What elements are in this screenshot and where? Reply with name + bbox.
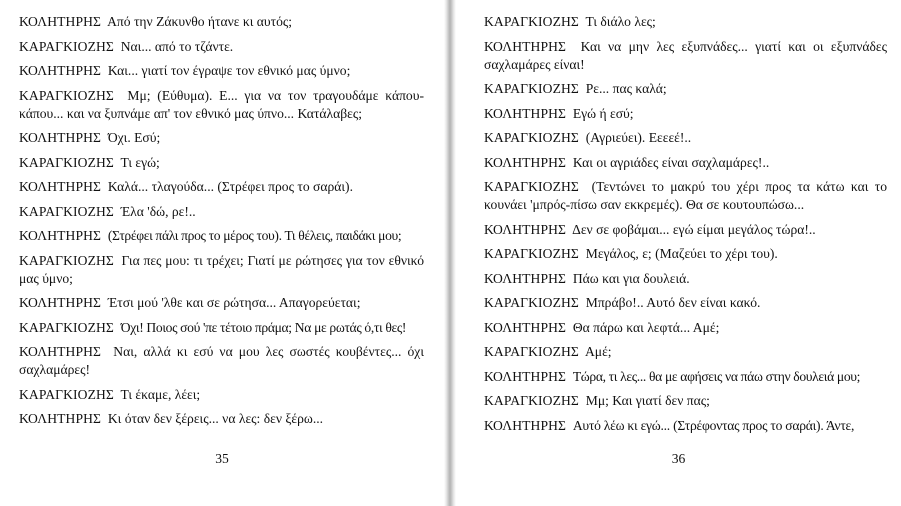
- speech-text: Όχι! Ποιος σού 'πε τέτοιο πράμα; Να με ρωτάς ό,τι θες!: [120, 319, 407, 335]
- dialogue-line: [484, 13, 887, 31]
- speech-text: Τι έκαμε, λέει;: [120, 386, 201, 402]
- book-gutter: [444, 0, 456, 506]
- speech-text: Έλα 'δώ, ρε!..: [120, 203, 196, 219]
- speaker-name: ΚΑΡΑΓΚΙΟΖΗΣ: [484, 179, 579, 194]
- speech-text: Τι διάλο λες;: [585, 14, 656, 29]
- dialogue-line: [484, 178, 887, 214]
- speech-text: Τι εγώ;: [120, 154, 160, 170]
- speaker-name: ΚΟΛΗΤΗΡΗΣ: [19, 63, 102, 78]
- dialogue-line: [484, 80, 887, 98]
- speaker-name: ΚΑΡΑΓΚΙΟΖΗΣ: [19, 386, 114, 402]
- speech-text: Μπράβο!.. Αυτό δεν είναι κακό.: [585, 295, 761, 310]
- speech-text: Και οι αγριάδες είναι σαχλαμάρες!..: [572, 154, 770, 170]
- speaker-name: ΚΟΛΗΤΗΡΗΣ: [19, 14, 102, 29]
- speaker-name: ΚΑΡΑΓΚΙΟΖΗΣ: [484, 14, 579, 29]
- dialogue-line: [484, 38, 887, 74]
- speech-text: Και να μην λες εξυπνάδες... γιατί και οι εξυπνάδες σαχλαμάρες είναι!: [484, 38, 887, 72]
- dialogue-line: [19, 38, 424, 56]
- speech-text: Δεν σε φοβάμαι... εγώ είμαι μεγάλος τώρα!..: [572, 221, 816, 237]
- speaker-name: ΚΑΡΑΓΚΙΟΖΗΣ: [19, 154, 114, 170]
- speaker-name: ΚΟΛΗΤΗΡΗΣ: [19, 130, 102, 145]
- speech-text: Τώρα, τι λες... θα με αφήσεις να πάω στην δουλειά μου;: [572, 368, 861, 384]
- dialogue-line: [484, 368, 887, 386]
- speaker-name: ΚΟΛΗΤΗΡΗΣ: [484, 105, 567, 121]
- speech-text: Μμ; (Εύθυμα). Ε... για να τον τραγουδάμε κάπου-κάπου... και να ξυπνάμε απ' τον εθνικό μας ύπνο... Κατάλαβες;: [19, 87, 424, 121]
- page-number: 36: [671, 451, 686, 466]
- speaker-name: ΚΟΛΗΤΗΡΗΣ: [19, 295, 102, 310]
- speaker-name: ΚΑΡΑΓΚΙΟΖΗΣ: [19, 87, 114, 103]
- speech-text: Για πες μου: τι τρέχει; Γιατί με ρώτησες για τον εθνικό μας ύμνο;: [19, 252, 424, 286]
- speech-text: Ρε... πας καλά;: [585, 81, 667, 96]
- speech-text: (Αγριεύει). Εεεεέ!..: [585, 130, 692, 145]
- speaker-name: ΚΟΛΗΤΗΡΗΣ: [19, 179, 102, 194]
- dialogue-line: [19, 319, 424, 337]
- speaker-name: ΚΑΡΑΓΚΙΟΖΗΣ: [484, 393, 579, 408]
- left-page: [0, 0, 444, 506]
- dialogue-line: [484, 417, 887, 435]
- speaker-name: ΚΑΡΑΓΚΙΟΖΗΣ: [484, 130, 579, 145]
- dialogue-line: [484, 392, 887, 410]
- speaker-name: ΚΑΡΑΓΚΙΟΖΗΣ: [19, 38, 114, 54]
- speech-text: Όχι. Εσύ;: [107, 130, 161, 145]
- speech-text: (Τεντώνει το μακρύ του χέρι προς τα κάτω και το κουνάει 'μπρός-πίσω σαν εκκρεμές). Θα σε κουτουπώσω...: [484, 179, 887, 212]
- speaker-name: ΚΟΛΗΤΗΡΗΣ: [484, 38, 567, 54]
- dialogue-line: [19, 252, 424, 288]
- dialogue-line: [484, 221, 887, 239]
- speech-text: Από την Ζάκυνθο ήτανε κι αυτός;: [107, 14, 293, 29]
- dialogue-line: [484, 343, 887, 361]
- speaker-name: ΚΑΡΑΓΚΙΟΖΗΣ: [19, 252, 114, 268]
- dialogue-line: [484, 294, 887, 312]
- speech-text: Εγώ ή εσύ;: [572, 105, 634, 121]
- speaker-name: ΚΟΛΗΤΗΡΗΣ: [484, 368, 567, 384]
- speech-text: Αμέ;: [584, 344, 612, 359]
- speech-text: Αυτό λέω κι εγώ... (Στρέφοντας προς το σαράι). Άντε,: [572, 417, 855, 433]
- speech-text: Ναι... από το τζάντε.: [120, 38, 234, 54]
- speaker-name: ΚΟΛΗΤΗΡΗΣ: [484, 417, 567, 433]
- speaker-name: ΚΑΡΑΓΚΙΟΖΗΣ: [484, 246, 579, 261]
- speaker-name: ΚΑΡΑΓΚΙΟΖΗΣ: [484, 344, 579, 359]
- dialogue-line: [19, 62, 424, 80]
- dialogue-line: [19, 178, 424, 196]
- dialogue-line: [19, 343, 424, 379]
- dialogue-line: [484, 105, 887, 123]
- dialogue-line: [19, 154, 424, 172]
- speech-text: Και... γιατί τον έγραψε τον εθνικό μας ύμνο;: [107, 63, 351, 78]
- right-page: [456, 0, 901, 506]
- speaker-name: ΚΑΡΑΓΚΙΟΖΗΣ: [484, 81, 579, 96]
- speaker-name: ΚΟΛΗΤΗΡΗΣ: [19, 228, 102, 243]
- page-number: 35: [215, 451, 229, 466]
- dialogue-line: [19, 129, 424, 147]
- speaker-name: ΚΑΡΑΓΚΙΟΖΗΣ: [19, 319, 114, 335]
- speaker-name: ΚΟΛΗΤΗΡΗΣ: [484, 221, 567, 237]
- dialogue-line: [19, 294, 424, 312]
- speaker-name: ΚΟΛΗΤΗΡΗΣ: [484, 154, 567, 170]
- speaker-name: ΚΟΛΗΤΗΡΗΣ: [484, 319, 567, 335]
- dialogue-line: [19, 410, 424, 428]
- speech-text: Κι όταν δεν ξέρεις... να λες: δεν ξέρω...: [107, 411, 324, 426]
- speech-text: Ναι, αλλά κι εσύ να μου λες σωστές κουβέντες... όχι σαχλαμάρες!: [19, 344, 425, 377]
- speaker-name: ΚΑΡΑΓΚΙΟΖΗΣ: [484, 295, 579, 310]
- speaker-name: ΚΑΡΑΓΚΙΟΖΗΣ: [19, 203, 114, 219]
- dialogue-line: [19, 203, 424, 221]
- dialogue-line: [484, 270, 887, 288]
- dialogue-line: [484, 245, 887, 263]
- dialogue-line: [19, 13, 424, 31]
- speech-text: Πάω και για δουλειά.: [572, 270, 690, 286]
- speech-text: Έτσι μού 'λθε και σε ρώτησα... Απαγορεύεται;: [107, 295, 361, 310]
- speech-text: (Στρέφει πάλι προς το μέρος του). Τι θέλεις, παιδάκι μου;: [107, 228, 402, 243]
- speech-text: Μεγάλος, ε; (Μαζεύει το χέρι του).: [585, 246, 778, 261]
- speaker-name: ΚΟΛΗΤΗΡΗΣ: [484, 270, 567, 286]
- dialogue-line: [484, 319, 887, 337]
- dialogue-line: [484, 129, 887, 147]
- speaker-name: ΚΟΛΗΤΗΡΗΣ: [19, 344, 102, 359]
- speech-text: Θα πάρω και λεφτά... Αμέ;: [572, 319, 720, 335]
- speech-text: Καλά... τλαγούδα... (Στρέφει προς το σαράι).: [107, 179, 353, 194]
- dialogue-line: [19, 87, 424, 123]
- speaker-name: ΚΟΛΗΤΗΡΗΣ: [19, 411, 102, 426]
- dialogue-line: [484, 154, 887, 172]
- dialogue-line: [19, 227, 424, 245]
- dialogue-line: [19, 386, 424, 404]
- speech-text: Μμ; Και γιατί δεν πας;: [585, 393, 710, 408]
